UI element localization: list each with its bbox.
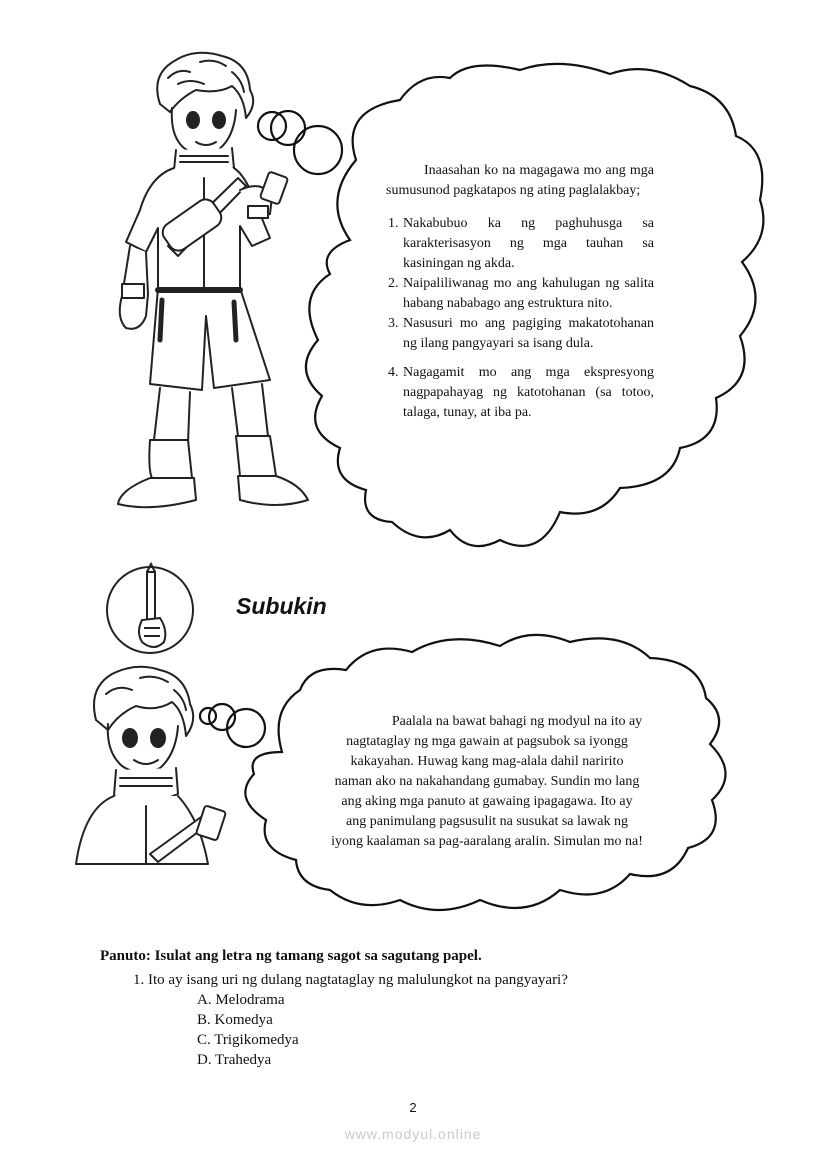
objective-text: Nagagamit mo ang mga ekspresyong nagpapahayag ng katotohanan (sa totoo, talaga, tunay, at iba pa.: [403, 365, 654, 420]
reminder-line: ang panimulang pagsusulit na susukat sa lawak ng: [346, 814, 628, 829]
quiz-directions: Panuto: Isulat ang letra ng tamang sagot sa sagutang papel.: [100, 948, 482, 964]
reminder-line: naman ako na nakahandang gumabay. Sundin mo lang: [334, 774, 640, 789]
page-number: 2: [409, 1100, 417, 1115]
reminder-line: Paalala na bawat bahagi ng modyul na ito ay: [391, 714, 643, 729]
answer-choices: [197, 990, 299, 1070]
objective-number: 1.: [388, 216, 399, 231]
reminder-line: iyong kaalaman sa pag-aaralang aralin. Simulan mo na!: [331, 834, 643, 849]
answer-choice: D. Trahedya: [197, 1052, 272, 1068]
objective-text: Naipaliliwanag mo ang kahulugan ng salita habang nababago ang estruktura nito.: [403, 276, 654, 311]
objective-text: Nakabubuo ka ng paghuhusga sa karakterisasyon ng mga tauhan sa kasiningan ng akda.: [403, 216, 654, 271]
reminder-line: kakayahan. Huwag kang mag-alala dahil naririto: [350, 754, 624, 769]
quiz-question: 1. Ito ay isang uri ng dulang nagtataglay ng malulungkot na pangyayari?: [133, 972, 568, 988]
reminder-line: nagtataglay ng mga gawain at pagsubok sa iyongg: [346, 734, 628, 749]
reminder-text: [307, 712, 667, 852]
objective-number: 3.: [388, 316, 399, 331]
objective-text: Nasusuri mo ang pagiging makatotohanan ng ilang pangyayari sa isang dula.: [403, 316, 654, 351]
objective-number: 2.: [388, 276, 399, 291]
objectives-intro: Inaasahan ko na magagawa mo ang mga sumusunod pagkatapos ng ating paglalakbay;: [386, 163, 654, 198]
watermark: www.modyul.online: [344, 1126, 482, 1142]
answer-choice: C. Trigikomedya: [197, 1032, 299, 1048]
answer-choice: B. Komedya: [197, 1012, 273, 1028]
answer-choice: A. Melodrama: [197, 992, 285, 1008]
reminder-line: ang aking mga panuto at gawaing ipagagawa. Ito ay: [341, 794, 633, 809]
section-title: Subukin: [236, 593, 327, 619]
objective-number: 4.: [388, 365, 399, 380]
